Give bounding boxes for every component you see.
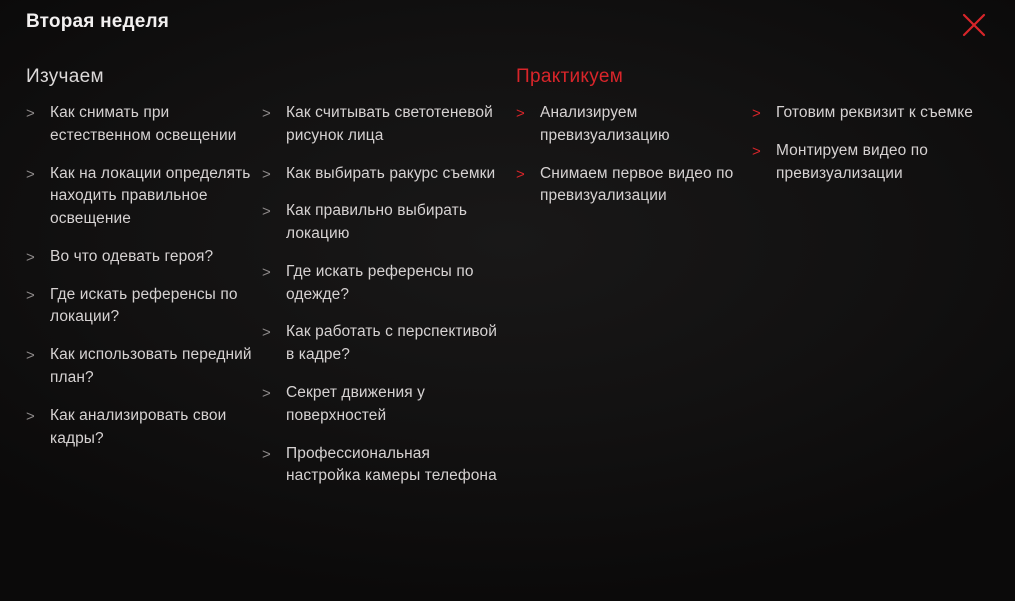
list-item[interactable]	[262, 261, 500, 307]
list-item-label: Во что одевать героя?	[50, 247, 214, 265]
content-columns	[0, 56, 1015, 601]
chevron-right-icon: >	[26, 347, 35, 365]
list-item-label: Как считывать светотеневой рисунок лица	[286, 104, 493, 144]
list-item-label: Секрет движения у поверхностей	[286, 384, 426, 424]
list-item-label: Снимаем первое видео по превизуализации	[540, 164, 734, 205]
list-item[interactable]	[26, 405, 254, 451]
list-item-label: Готовим реквизит к съемке	[776, 104, 973, 121]
chevron-right-icon: >	[26, 407, 35, 425]
list-item-label: Профессиональная настройка камеры телефона	[286, 444, 497, 485]
list-item-label: Как на локации определять находить правильное освещение	[50, 164, 251, 228]
chevron-right-icon: >	[26, 286, 35, 304]
list-item-label: Как использовать передний план?	[50, 346, 252, 387]
practice-list-2	[752, 102, 990, 185]
list-item[interactable]	[752, 140, 990, 186]
list-item[interactable]	[26, 246, 254, 269]
list-item[interactable]	[262, 321, 500, 367]
column-learn-2	[262, 66, 500, 503]
list-item-label: Анализируем превизуализацию	[540, 104, 670, 144]
chevron-right-icon: >	[262, 324, 271, 342]
list-item-label: Как снимать при естественном освещении	[50, 104, 237, 144]
list-item[interactable]	[516, 163, 744, 209]
chevron-right-icon: >	[262, 203, 271, 221]
chevron-right-icon: >	[26, 105, 35, 122]
list-item[interactable]	[262, 382, 500, 428]
learn-list-2	[262, 102, 500, 488]
close-icon[interactable]	[961, 12, 987, 38]
list-item[interactable]	[752, 102, 990, 125]
list-item[interactable]	[262, 163, 500, 186]
list-item[interactable]	[26, 284, 254, 330]
chevron-right-icon: >	[262, 105, 271, 122]
list-item[interactable]	[262, 102, 500, 148]
list-item-label: Где искать референсы по одежде?	[286, 262, 474, 303]
chevron-right-icon: >	[752, 142, 761, 160]
chevron-right-icon: >	[262, 165, 271, 183]
modal-header	[0, 0, 1015, 48]
list-item[interactable]	[262, 443, 500, 489]
learn-list-1	[26, 102, 254, 450]
list-item[interactable]	[26, 163, 254, 231]
page-title: Вторая неделя	[26, 11, 170, 32]
chevron-right-icon: >	[262, 445, 271, 463]
column-learn-1	[26, 66, 254, 465]
chevron-right-icon: >	[752, 105, 761, 122]
chevron-right-icon: >	[26, 248, 35, 266]
column-practice-2	[752, 66, 990, 200]
list-item-label: Как правильно выбирать локацию	[286, 202, 468, 243]
list-item[interactable]	[516, 102, 744, 148]
list-item-label: Где искать референсы по локации?	[50, 285, 238, 326]
list-item[interactable]	[26, 102, 254, 148]
chevron-right-icon: >	[262, 385, 271, 403]
section-heading-practice: Практикуем	[516, 66, 624, 87]
column-practice-1	[516, 66, 744, 223]
section-heading-learn: Изучаем	[26, 66, 104, 87]
chevron-right-icon: >	[26, 165, 35, 183]
list-item-label: Как работать с перспективой в кадре?	[286, 323, 498, 364]
list-item-label: Как анализировать свои кадры?	[50, 406, 227, 447]
chevron-right-icon: >	[516, 165, 525, 183]
chevron-right-icon: >	[516, 105, 525, 122]
chevron-right-icon: >	[262, 263, 271, 281]
list-item-label: Как выбирать ракурс съемки	[286, 164, 496, 182]
list-item[interactable]	[262, 200, 500, 246]
list-item-label: Монтируем видео по превизуализации	[776, 141, 928, 182]
list-item[interactable]	[26, 344, 254, 390]
practice-list-1	[516, 102, 744, 208]
